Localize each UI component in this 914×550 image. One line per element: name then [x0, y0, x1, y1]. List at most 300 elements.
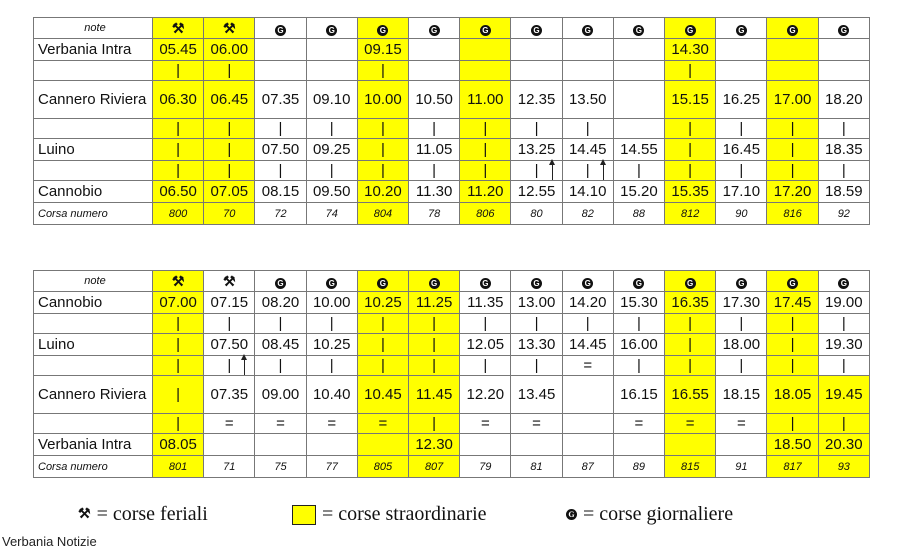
- g-circle-icon: G: [429, 25, 440, 36]
- corsa-number: 801: [153, 456, 204, 478]
- station-label: Cannobio: [34, 292, 153, 314]
- arrow-up-icon: [603, 164, 604, 180]
- timetable-cell: |: [357, 314, 408, 334]
- legend-feriali: [78, 503, 208, 526]
- timetable-cell: |: [562, 161, 613, 181]
- timetable-cell: [613, 81, 664, 119]
- note-label: note: [34, 271, 153, 292]
- timetable-cell: =: [562, 356, 613, 376]
- timetable-cell: 07.15: [204, 292, 255, 314]
- timetable-cell: 06.00: [204, 39, 255, 61]
- timetable-cell: [460, 61, 511, 81]
- timetable-cell: |: [153, 161, 204, 181]
- timetable-cell: [818, 61, 869, 81]
- timetable-cell: |: [767, 161, 818, 181]
- timetable-cell: [613, 39, 664, 61]
- timetable-cell: |: [306, 119, 357, 139]
- timetable-cell: |: [818, 356, 869, 376]
- timetable-cell: |: [818, 161, 869, 181]
- timetable-cell: [562, 271, 613, 292]
- timetable-cell: 12.30: [409, 434, 460, 456]
- timetable-cell: [255, 271, 306, 292]
- timetable-cell: 18.59: [818, 181, 869, 203]
- timetable-cell: [357, 271, 408, 292]
- timetable-cell: |: [511, 356, 562, 376]
- g-circle-icon: G: [685, 25, 696, 36]
- timetable-cell: 06.45: [204, 81, 255, 119]
- timetable-cell: 07.00: [153, 292, 204, 314]
- timetable-cell: 14.20: [562, 292, 613, 314]
- timetable-cell: 08.45: [255, 334, 306, 356]
- g-circle-icon: G: [531, 25, 542, 36]
- station-row: [34, 334, 870, 356]
- timetable-cell: =: [511, 414, 562, 434]
- timetable-cell: 11.25: [409, 292, 460, 314]
- station-row: [34, 139, 870, 161]
- timetable-cell: 12.55: [511, 181, 562, 203]
- g-circle-icon: G: [566, 509, 577, 520]
- station-label: [34, 61, 153, 81]
- timetable-cell: [511, 434, 562, 456]
- timetable-cell: |: [255, 161, 306, 181]
- timetable-cell: |: [460, 119, 511, 139]
- timetable-cell: |: [409, 356, 460, 376]
- g-circle-icon: G: [377, 278, 388, 289]
- timetable-cell: 15.35: [665, 181, 716, 203]
- timetable-cell: [562, 39, 613, 61]
- timetable-cell: 11.45: [409, 376, 460, 414]
- timetable-cell: 16.00: [613, 334, 664, 356]
- corsa-number: 91: [716, 456, 767, 478]
- timetable-cell: |: [409, 414, 460, 434]
- timetable-cell: [357, 434, 408, 456]
- corsa-number: 817: [767, 456, 818, 478]
- timetable-cell: |: [255, 119, 306, 139]
- g-circle-icon: G: [582, 278, 593, 289]
- timetable-cell: |: [665, 314, 716, 334]
- g-circle-icon: G: [736, 278, 747, 289]
- credit-text: Verbania Notizie: [2, 534, 97, 549]
- timetable-cell: 19.00: [818, 292, 869, 314]
- station-label: Cannobio: [34, 181, 153, 203]
- corsa-number: 89: [613, 456, 664, 478]
- timetable-cell: 11.35: [460, 292, 511, 314]
- timetable-cell: =: [716, 414, 767, 434]
- timetable-cell: 12.05: [460, 334, 511, 356]
- timetable-cell: [204, 271, 255, 292]
- timetable-cell: 13.00: [511, 292, 562, 314]
- spacer-row: [34, 161, 870, 181]
- timetable-cell: 11.00: [460, 81, 511, 119]
- timetable-cell: 10.25: [306, 334, 357, 356]
- timetable-cell: 17.10: [716, 181, 767, 203]
- timetable-cell: [306, 18, 357, 39]
- timetable-cell: [409, 39, 460, 61]
- corsa-number: 71: [204, 456, 255, 478]
- timetable-cell: |: [665, 334, 716, 356]
- timetable-cell: |: [357, 334, 408, 356]
- timetable-cell: |: [767, 314, 818, 334]
- timetable-cell: 10.20: [357, 181, 408, 203]
- timetable-cell: 09.15: [357, 39, 408, 61]
- legend-straordinarie-label: = corse straordinarie: [322, 503, 487, 525]
- timetable-cell: [255, 18, 306, 39]
- timetable-cell: |: [409, 119, 460, 139]
- corsa-number: 80: [511, 203, 562, 225]
- timetable-cell: |: [460, 139, 511, 161]
- timetable-cell: 09.10: [306, 81, 357, 119]
- corsa-number: 81: [511, 456, 562, 478]
- timetable-cell: 08.05: [153, 434, 204, 456]
- timetable-cell: 09.00: [255, 376, 306, 414]
- timetable-cell: [460, 271, 511, 292]
- timetable-cell: |: [613, 356, 664, 376]
- g-circle-icon: G: [582, 25, 593, 36]
- station-label: Verbania Intra: [34, 39, 153, 61]
- hammer-pick-icon: ⚒: [78, 507, 91, 522]
- timetable-cell: [613, 61, 664, 81]
- timetable-cell: |: [153, 139, 204, 161]
- timetable-cell: |: [767, 119, 818, 139]
- hammer-pick-icon: ⚒: [171, 19, 185, 36]
- timetable-cell: 17.30: [716, 292, 767, 314]
- timetable-cell: [767, 39, 818, 61]
- timetable-cell: 10.45: [357, 376, 408, 414]
- timetable-cell: |: [818, 119, 869, 139]
- g-circle-icon: G: [377, 25, 388, 36]
- station-label: [34, 161, 153, 181]
- timetable-cell: [716, 61, 767, 81]
- corsa-number: 90: [716, 203, 767, 225]
- timetable-cell: 17.00: [767, 81, 818, 119]
- g-circle-icon: G: [275, 278, 286, 289]
- timetable-cell: |: [153, 119, 204, 139]
- timetable-cell: |: [357, 139, 408, 161]
- timetable-cell: [255, 61, 306, 81]
- timetable-cell: [306, 39, 357, 61]
- g-circle-icon: G: [429, 278, 440, 289]
- station-label: Luino: [34, 334, 153, 356]
- timetable-cell: 19.45: [818, 376, 869, 414]
- timetable-cell: 15.30: [613, 292, 664, 314]
- timetable-cell: |: [357, 161, 408, 181]
- timetable-cell: [357, 18, 408, 39]
- timetable-cell: 06.50: [153, 181, 204, 203]
- timetable-cell: 16.15: [613, 376, 664, 414]
- timetable-cell: |: [204, 119, 255, 139]
- timetable-cell: |: [767, 139, 818, 161]
- corsa-number: 82: [562, 203, 613, 225]
- timetable-cell: |: [665, 119, 716, 139]
- corsa-number: 804: [357, 203, 408, 225]
- timetable-cannobio-to-verbania: [33, 270, 870, 478]
- corsa-number: 74: [306, 203, 357, 225]
- timetable-cell: 14.45: [562, 139, 613, 161]
- timetable-cell: [255, 434, 306, 456]
- timetable-cell: [562, 18, 613, 39]
- station-label: Verbania Intra: [34, 434, 153, 456]
- timetable-cell: =: [665, 414, 716, 434]
- timetable-cell: [665, 271, 716, 292]
- legend-giornaliere-label: = corse giornaliere: [583, 503, 734, 525]
- timetable-cell: |: [255, 356, 306, 376]
- timetable-cell: 16.45: [716, 139, 767, 161]
- timetable-cell: 16.35: [665, 292, 716, 314]
- timetable-cell: [767, 61, 818, 81]
- timetable-cell: |: [562, 119, 613, 139]
- timetable-cell: [716, 39, 767, 61]
- timetable-cell: |: [665, 161, 716, 181]
- g-circle-icon: G: [787, 25, 798, 36]
- timetable-cell: 10.00: [357, 81, 408, 119]
- station-label: [34, 314, 153, 334]
- g-circle-icon: G: [326, 278, 337, 289]
- hammer-pick-icon: ⚒: [223, 272, 236, 289]
- g-circle-icon: G: [685, 278, 696, 289]
- timetable-cell: 11.05: [409, 139, 460, 161]
- g-circle-icon: G: [838, 25, 849, 36]
- spacer-row: [34, 414, 870, 434]
- timetable-cell: 18.15: [716, 376, 767, 414]
- timetable-cell: 18.00: [716, 334, 767, 356]
- timetable-cell: |: [255, 314, 306, 334]
- timetable-cell: 10.40: [306, 376, 357, 414]
- timetable-cell: 17.45: [767, 292, 818, 314]
- timetable-verbania-to-cannobio: [33, 17, 870, 225]
- timetable-cell: |: [409, 314, 460, 334]
- timetable-cell: 18.20: [818, 81, 869, 119]
- header-row: [34, 271, 870, 292]
- corsa-number: 87: [562, 456, 613, 478]
- corsa-number: 77: [306, 456, 357, 478]
- corsa-number: 800: [153, 203, 204, 225]
- timetable-cell: |: [665, 356, 716, 376]
- timetable-cell: |: [460, 161, 511, 181]
- timetable-cell: |: [306, 161, 357, 181]
- timetable-cell: 19.30: [818, 334, 869, 356]
- station-label: [34, 356, 153, 376]
- timetable-cell: |: [153, 414, 204, 434]
- corsa-number: 816: [767, 203, 818, 225]
- corsa-number: 815: [665, 456, 716, 478]
- legend-straordinarie: [292, 503, 487, 526]
- corsa-number: 72: [255, 203, 306, 225]
- timetable-cell: [716, 271, 767, 292]
- timetable-cell: 15.15: [665, 81, 716, 119]
- timetable-cell: [153, 18, 204, 39]
- timetable-cell: 14.55: [613, 139, 664, 161]
- corsa-number: 88: [613, 203, 664, 225]
- timetable-cell: 10.00: [306, 292, 357, 314]
- timetable-cell: |: [153, 314, 204, 334]
- timetable-cell: |: [204, 139, 255, 161]
- timetable-cell: [511, 18, 562, 39]
- g-circle-icon: G: [736, 25, 747, 36]
- timetable-cell: 07.35: [255, 81, 306, 119]
- timetable-cell: [818, 18, 869, 39]
- timetable-cell: [665, 18, 716, 39]
- timetable-cell: [562, 434, 613, 456]
- corsa-number: 807: [409, 456, 460, 478]
- timetable-cell: [562, 61, 613, 81]
- timetable-cell: =: [204, 414, 255, 434]
- timetable-cell: 13.45: [511, 376, 562, 414]
- timetable-cell: [613, 271, 664, 292]
- timetable-cell: |: [767, 356, 818, 376]
- timetable-cell: [306, 271, 357, 292]
- corsa-number: 75: [255, 456, 306, 478]
- timetable-cell: |: [357, 119, 408, 139]
- timetable-cell: |: [204, 161, 255, 181]
- timetable-cell: 13.25: [511, 139, 562, 161]
- corsa-number: 79: [460, 456, 511, 478]
- timetable-cell: [511, 39, 562, 61]
- timetable-cell: 13.50: [562, 81, 613, 119]
- timetable-cell: [153, 271, 204, 292]
- timetable-cell: [613, 119, 664, 139]
- timetable-cell: 16.25: [716, 81, 767, 119]
- timetable-cell: |: [511, 314, 562, 334]
- timetable-cell: 05.45: [153, 39, 204, 61]
- timetable-cell: [460, 434, 511, 456]
- timetable-cell: =: [255, 414, 306, 434]
- timetable-cell: |: [204, 61, 255, 81]
- timetable-cell: 09.50: [306, 181, 357, 203]
- timetable-cell: 12.20: [460, 376, 511, 414]
- timetable-cell: 13.30: [511, 334, 562, 356]
- timetable-cell: |: [716, 161, 767, 181]
- timetable-cell: |: [204, 356, 255, 376]
- timetable-cell: |: [460, 314, 511, 334]
- timetable-cell: 14.45: [562, 334, 613, 356]
- timetable-cell: [716, 434, 767, 456]
- timetable-cell: [306, 434, 357, 456]
- timetable-cell: [767, 271, 818, 292]
- timetable-cell: |: [716, 314, 767, 334]
- timetable-cell: 07.50: [255, 139, 306, 161]
- timetable-cell: [255, 39, 306, 61]
- spacer-row: [34, 356, 870, 376]
- timetable-cell: 07.05: [204, 181, 255, 203]
- timetable-cell: |: [409, 161, 460, 181]
- station-label: [34, 119, 153, 139]
- station-row: [34, 81, 870, 119]
- timetable-cell: =: [460, 414, 511, 434]
- station-label: [34, 414, 153, 434]
- hammer-pick-icon: ⚒: [223, 19, 236, 36]
- legend-giornaliere: [566, 503, 733, 526]
- timetable-cell: =: [357, 414, 408, 434]
- g-circle-icon: G: [633, 25, 644, 36]
- timetable-cell: 18.05: [767, 376, 818, 414]
- timetable-cell: |: [818, 314, 869, 334]
- corsa-label: Corsa numero: [34, 456, 153, 478]
- timetable-cell: |: [613, 161, 664, 181]
- timetable-cell: 14.10: [562, 181, 613, 203]
- timetable-cell: 08.15: [255, 181, 306, 203]
- timetable-cell: |: [562, 314, 613, 334]
- timetable-cell: 15.20: [613, 181, 664, 203]
- timetable-cell: [818, 271, 869, 292]
- g-circle-icon: G: [531, 278, 542, 289]
- timetable-cell: [409, 61, 460, 81]
- corsa-row: [34, 456, 870, 478]
- timetable-cell: =: [613, 414, 664, 434]
- corsa-number: 812: [665, 203, 716, 225]
- arrow-up-icon: [244, 359, 245, 375]
- timetable-cell: [562, 414, 613, 434]
- timetable-cell: 11.30: [409, 181, 460, 203]
- timetable-cell: [204, 434, 255, 456]
- spacer-row: [34, 314, 870, 334]
- timetable-cell: |: [767, 414, 818, 434]
- yellow-swatch-icon: [292, 505, 316, 525]
- g-circle-icon: G: [326, 25, 337, 36]
- timetable-cell: 09.25: [306, 139, 357, 161]
- timetable-cell: 06.30: [153, 81, 204, 119]
- timetable-cell: [613, 434, 664, 456]
- timetable-cell: [511, 271, 562, 292]
- corsa-label: Corsa numero: [34, 203, 153, 225]
- timetable-cell: |: [511, 161, 562, 181]
- timetable-cell: [460, 39, 511, 61]
- timetable-cell: 18.35: [818, 139, 869, 161]
- timetable-cell: 18.50: [767, 434, 818, 456]
- g-circle-icon: G: [787, 278, 798, 289]
- note-label: note: [34, 18, 153, 39]
- station-row: [34, 39, 870, 61]
- timetable-cell: |: [357, 61, 408, 81]
- timetable-cell: [613, 18, 664, 39]
- timetable-cell: |: [306, 314, 357, 334]
- corsa-row: [34, 203, 870, 225]
- header-row: [34, 18, 870, 39]
- timetable-cell: |: [357, 356, 408, 376]
- timetable-cell: |: [409, 334, 460, 356]
- timetable-cell: |: [767, 334, 818, 356]
- station-row: [34, 376, 870, 414]
- timetable-cell: |: [665, 139, 716, 161]
- timetable-cell: 08.20: [255, 292, 306, 314]
- timetable-cell: |: [665, 61, 716, 81]
- timetable-cell: 11.20: [460, 181, 511, 203]
- timetable-cell: [562, 376, 613, 414]
- station-row: [34, 181, 870, 203]
- arrow-up-icon: [552, 164, 553, 180]
- timetable-cell: |: [716, 119, 767, 139]
- corsa-number: 93: [818, 456, 869, 478]
- corsa-number: 92: [818, 203, 869, 225]
- corsa-number: 806: [460, 203, 511, 225]
- timetable-cell: |: [613, 314, 664, 334]
- timetable-cell: 10.50: [409, 81, 460, 119]
- timetable-cell: |: [511, 119, 562, 139]
- spacer-row: [34, 119, 870, 139]
- spacer-row: [34, 61, 870, 81]
- timetable-cell: |: [153, 376, 204, 414]
- timetable-cell: 14.30: [665, 39, 716, 61]
- timetable-cell: [716, 18, 767, 39]
- g-circle-icon: G: [480, 25, 491, 36]
- timetable-cell: 07.50: [204, 334, 255, 356]
- timetable-cell: |: [818, 414, 869, 434]
- timetable-cell: |: [460, 356, 511, 376]
- corsa-number: 70: [204, 203, 255, 225]
- timetable-cell: 07.35: [204, 376, 255, 414]
- timetable-cell: |: [306, 356, 357, 376]
- timetable-cell: [409, 18, 460, 39]
- station-row: [34, 292, 870, 314]
